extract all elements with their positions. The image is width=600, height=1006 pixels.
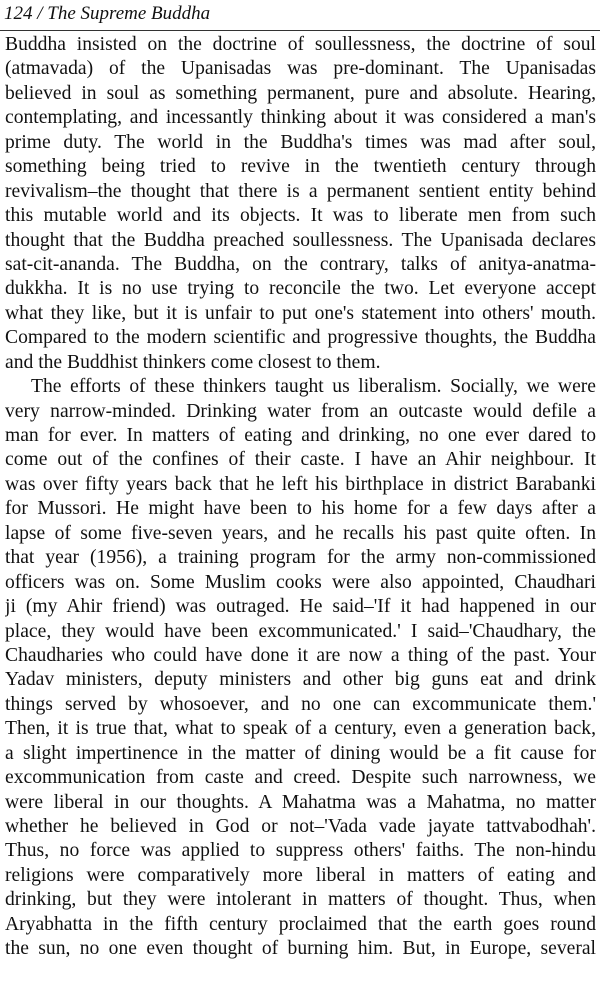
text-line: thought that the Buddha preached soullessness. The Upanisada declares bbox=[5, 229, 596, 251]
header-rule bbox=[0, 30, 600, 31]
text-line: officers was on. Some Muslim cooks were also appointed, Chaudhari bbox=[5, 571, 596, 593]
text-line: come out of the confines of their caste. I have an Ahir neighbour. It bbox=[5, 449, 596, 471]
text-line: believed in soul as something permanent, pure and absolute. Hearing, bbox=[5, 82, 596, 104]
text-line: excommunication from caste and creed. Despite such narrowness, we bbox=[5, 767, 596, 789]
text-line: Chaudharies who could have done it are now a thing of the past. Your bbox=[5, 644, 596, 666]
text-line: what they like, but it is unfair to put one's statement into others' mouth. bbox=[5, 302, 596, 324]
text-line: whether he believed in God or not–'Vada vade jayate tattvabodhah'. bbox=[5, 816, 596, 837]
text-line: revivalism–the thought that there is a permanent sentient entity behind bbox=[5, 180, 596, 202]
text-line: religions were comparatively more liberal in matters of eating and bbox=[5, 864, 596, 886]
text-line: the sun, no one even thought of burning him. But, in Europe, several bbox=[5, 938, 596, 960]
paragraph-first-line: The efforts of these thinkers taught us liberalism. Socially, we were bbox=[31, 376, 596, 398]
text-line: contemplating, and incessantly thinking about it was considered a man's bbox=[5, 107, 596, 129]
paragraph-end-line: and the Buddhist thinkers come closest to them. bbox=[5, 351, 381, 373]
text-line: ji (my Ahir friend) was outraged. He said–'If it had happened in our bbox=[5, 596, 596, 618]
text-line: (atmavada) of the Upanisadas was pre-dominant. The Upanisadas bbox=[5, 58, 596, 80]
text-line: that year (1956), a training program for the army non-commissioned bbox=[5, 547, 596, 569]
text-line: drinking, but they were intolerant in matters of thought. Thus, when bbox=[5, 889, 596, 911]
text-line: place, they would have been excommunicated.' I said–'Chaudhary, the bbox=[5, 620, 596, 642]
text-line: sat-cit-ananda. The Buddha, on the contrary, talks of anitya-anatma- bbox=[5, 253, 596, 275]
text-line: Yadav ministers, deputy ministers and other big guns eat and drink bbox=[5, 669, 596, 691]
text-line: man for ever. In matters of eating and drinking, no one ever dared to bbox=[5, 425, 596, 446]
text-line: Compared to the modern scientific and progressive thoughts, the Buddha bbox=[5, 327, 596, 349]
text-line: Aryabhatta in the fifth century proclaimed that the earth goes round bbox=[5, 913, 596, 935]
text-line: this mutable world and its objects. It was to liberate men from such bbox=[5, 205, 596, 227]
running-head: 124 / The Supreme Buddha bbox=[4, 3, 211, 24]
text-line: lapse of some five-seven years, and he recalls his past quite often. In bbox=[5, 522, 596, 544]
text-line: Buddha insisted on the doctrine of soullessness, the doctrine of soul bbox=[5, 34, 596, 55]
body-text bbox=[5, 33, 596, 962]
text-line: was over fifty years back that he left his birthplace in district Barabanki bbox=[5, 473, 596, 495]
text-line: Then, it is true that, what to speak of a century, even a generation back, bbox=[5, 718, 596, 740]
text-line: prime duty. The world in the Buddha's times was mad after soul, bbox=[5, 131, 596, 153]
text-line: for Mussori. He might have been to his home for a few days after a bbox=[5, 498, 596, 520]
text-line: something being tried to revive in the twentieth century through bbox=[5, 156, 596, 178]
text-line: things served by whosoever, and no one can excommunicate them.' bbox=[5, 693, 596, 715]
text-line: were liberal in our thoughts. A Mahatma was a Mahatma, no matter bbox=[5, 791, 596, 813]
text-line: dukkha. It is no use trying to reconcile the two. Let everyone accept bbox=[5, 278, 596, 300]
text-line: Thus, no force was applied to suppress others' faiths. The non-hindu bbox=[5, 840, 596, 862]
text-line: very narrow-minded. Drinking water from an outcaste would defile a bbox=[5, 400, 596, 422]
text-line: a slight impertinence in the matter of dining would be a fit cause for bbox=[5, 742, 596, 764]
